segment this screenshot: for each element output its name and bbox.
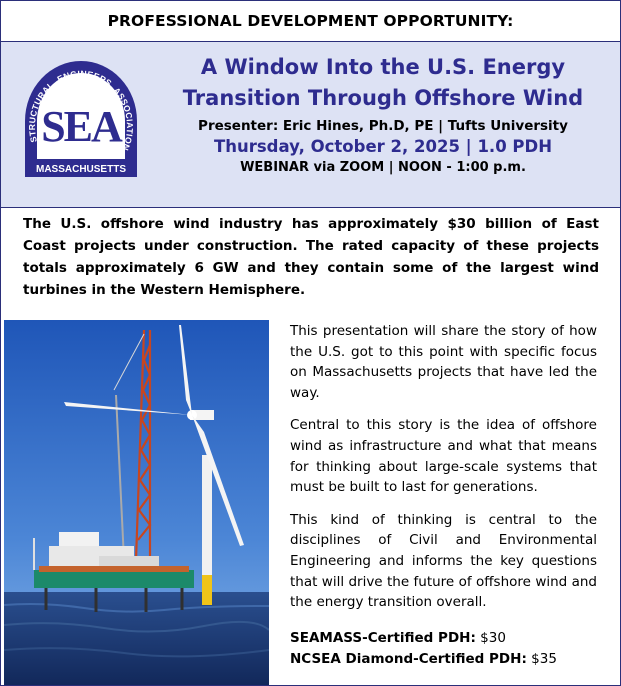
event-header <box>1 41 620 208</box>
banner-heading: PROFESSIONAL DEVELOPMENT OPPORTUNITY: <box>1 1 620 41</box>
event-details <box>153 52 613 175</box>
logo-arc-right: ASSOCIATION <box>111 85 136 153</box>
ncsea-price-label: NCSEA Diamond-Certified PDH: <box>290 651 527 667</box>
seamass-price-label: SEAMASS-Certified PDH: <box>290 630 476 646</box>
ncsea-price-row <box>290 649 600 670</box>
description-paragraph-1: This presentation will share the story of how the U.S. got to this point with specific focus on Massachusetts projects that have led the way. <box>290 323 597 401</box>
offshore-wind-photo <box>4 320 269 685</box>
intro-paragraph: The U.S. offshore wind industry has approximately $30 billion of East Coast projects under construction. The rated capacity of these projects totals approximately 6 GW and they contain some of the largest wind turbines in the Western Hemisphere. <box>23 216 599 298</box>
description-paragraph-2: Central to this story is the idea of offshore wind as infrastructure and what that means for thinking about large-scale systems that must be built to last for generations. <box>290 417 597 496</box>
seamass-price: $30 <box>480 630 506 646</box>
event-title <box>153 52 613 114</box>
logo-arc-left: STRUCTURAL <box>26 79 56 144</box>
event-title-line1: A Window Into the U.S. Energy <box>200 55 566 79</box>
description-paragraph-3: This kind of thinking is central to the disciplines of Civil and Environmental Engineering and informs the key questions that will drive the future of offshore wind and the energy transition overall. <box>290 511 597 611</box>
logo-letters: SEA <box>41 102 121 151</box>
event-title-line2: Transition Through Offshore Wind <box>182 86 584 110</box>
logo-bottom-text: MASSACHUSETTS <box>35 164 127 175</box>
pricing <box>290 628 600 670</box>
event-date: Thursday, October 2, 2025 | 1.0 PDH <box>213 137 553 156</box>
description <box>290 321 597 625</box>
webinar-info: WEBINAR via ZOOM | NOON - 1:00 p.m. <box>240 160 526 175</box>
presenter: Presenter: Eric Hines, Ph.D, PE | Tufts University <box>198 118 568 134</box>
logo-arc-top: ENGINEERS <box>55 68 114 89</box>
sea-massachusetts-logo <box>19 55 143 182</box>
ncsea-price: $35 <box>531 651 557 667</box>
seamass-price-row <box>290 628 600 649</box>
